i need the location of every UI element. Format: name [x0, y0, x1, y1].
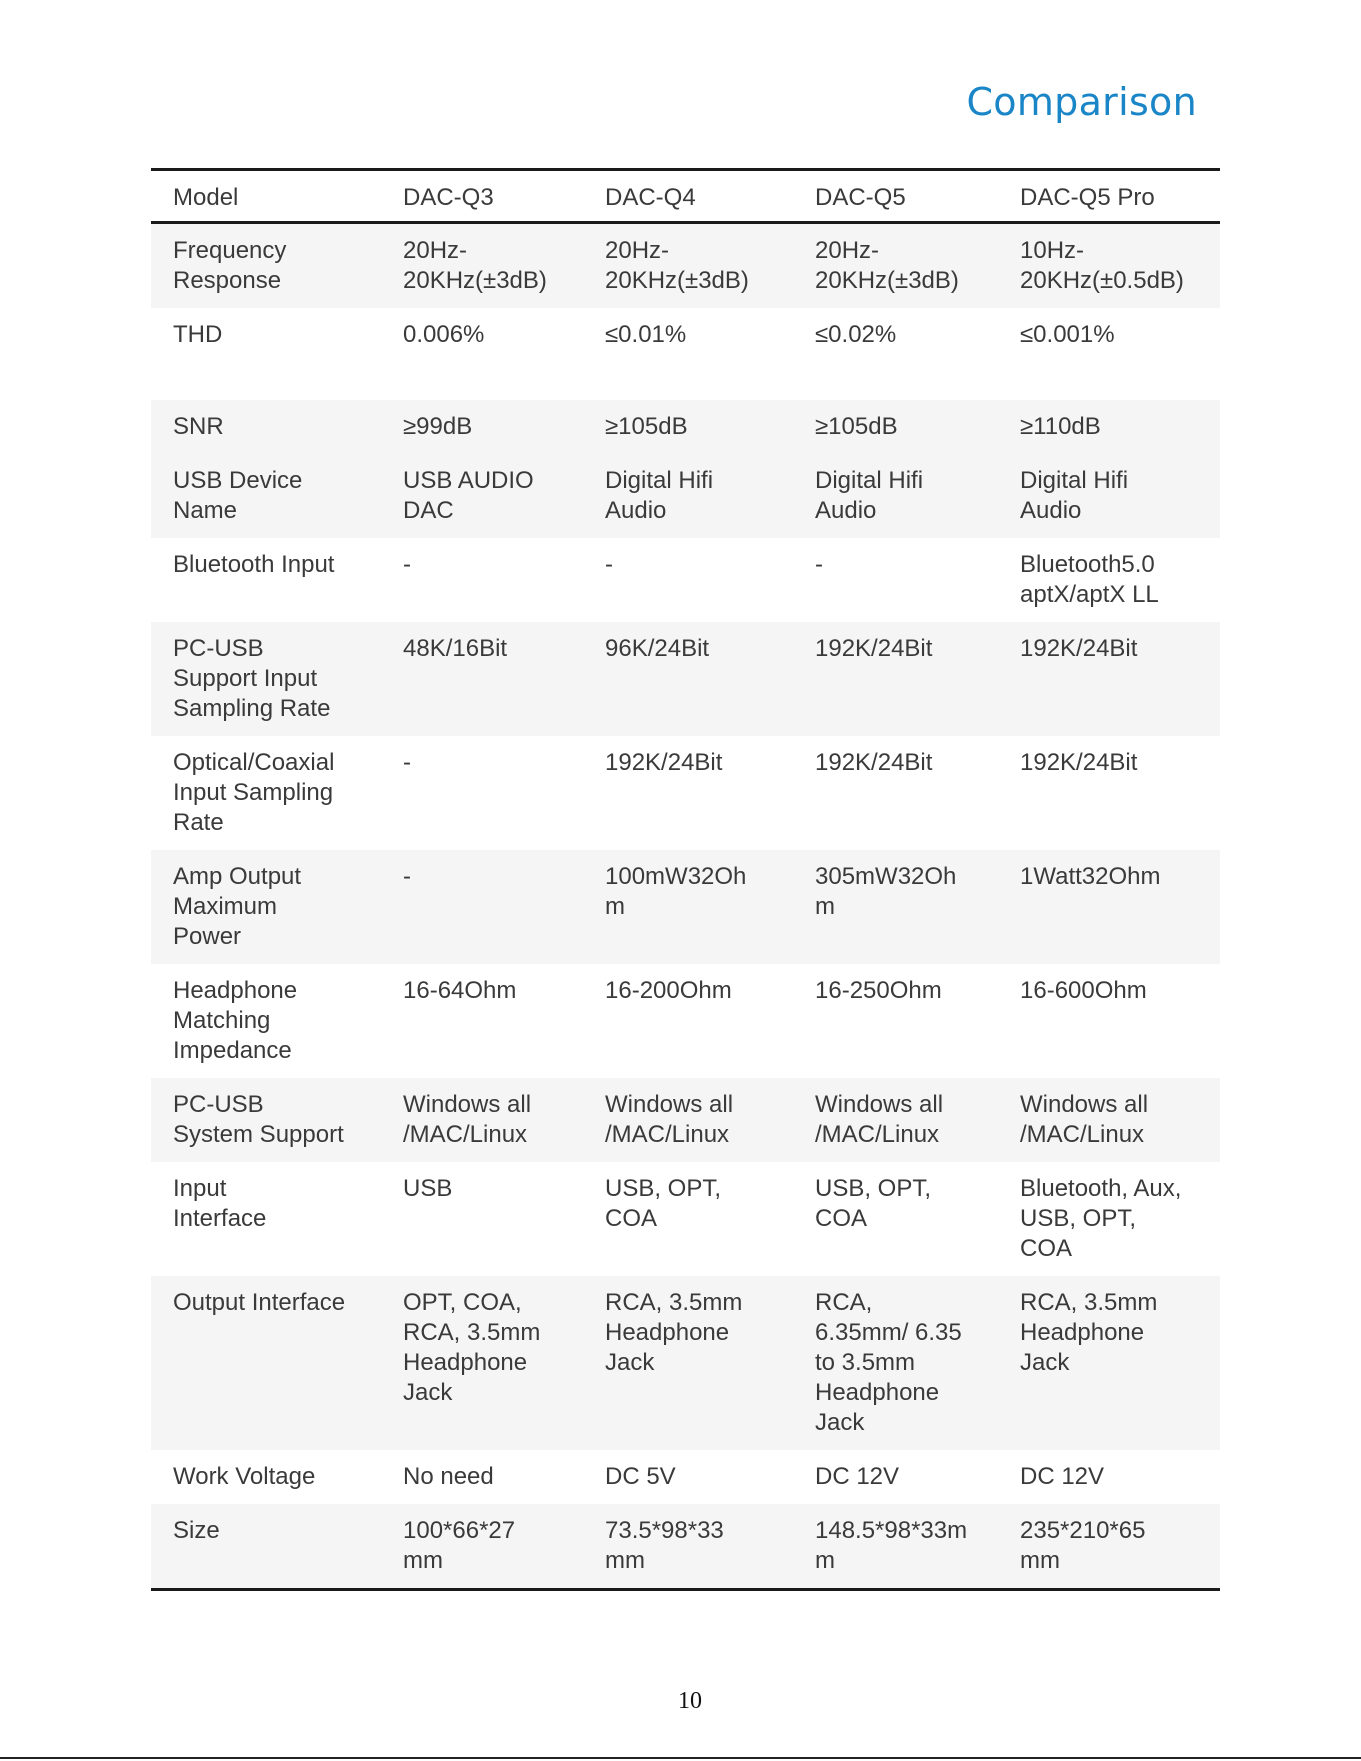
table-row [151, 538, 1220, 622]
table-cell: - [381, 538, 583, 622]
table-cell: USB, OPT, COA [583, 1162, 793, 1276]
table-cell: - [381, 850, 583, 964]
table-cell: ≥99dB [381, 400, 583, 454]
row-label: SNR [151, 400, 381, 454]
row-label: Headphone Matching Impedance [151, 964, 381, 1078]
header-dac-q5-pro: DAC-Q5 Pro [998, 170, 1220, 223]
table-cell: RCA, 6.35mm/ 6.35 to 3.5mm Headphone Jack [793, 1276, 998, 1450]
table-row [151, 223, 1220, 309]
table-cell: Digital Hifi Audio [998, 454, 1220, 538]
table-row [151, 850, 1220, 964]
table-row [151, 1276, 1220, 1450]
table-cell: - [381, 736, 583, 850]
table-cell: 73.5*98*33 mm [583, 1504, 793, 1590]
comparison-table-container [151, 168, 1220, 1591]
table-cell: 192K/24Bit [998, 622, 1220, 736]
row-label: PC-USB System Support [151, 1078, 381, 1162]
table-cell: 235*210*65 mm [998, 1504, 1220, 1590]
table-cell: 192K/24Bit [583, 736, 793, 850]
comparison-table [151, 168, 1220, 1591]
table-row [151, 622, 1220, 736]
table-cell: 10Hz- 20KHz(±0.5dB) [998, 223, 1220, 309]
table-row [151, 454, 1220, 538]
table-cell: 20Hz- 20KHz(±3dB) [381, 223, 583, 309]
table-cell: DC 5V [583, 1450, 793, 1504]
table-cell: USB [381, 1162, 583, 1276]
table-cell: ≤0.01% [583, 308, 793, 400]
row-label: Frequency Response [151, 223, 381, 309]
row-label: Optical/Coaxial Input Sampling Rate [151, 736, 381, 850]
table-cell: DC 12V [998, 1450, 1220, 1504]
table-cell: Windows all /MAC/Linux [381, 1078, 583, 1162]
table-cell: OPT, COA, RCA, 3.5mm Headphone Jack [381, 1276, 583, 1450]
table-cell: Windows all /MAC/Linux [998, 1078, 1220, 1162]
table-cell: 192K/24Bit [793, 622, 998, 736]
table-row [151, 736, 1220, 850]
table-cell: Windows all /MAC/Linux [583, 1078, 793, 1162]
table-cell: 16-250Ohm [793, 964, 998, 1078]
row-label: Bluetooth Input [151, 538, 381, 622]
header-dac-q4: DAC-Q4 [583, 170, 793, 223]
table-cell: 16-600Ohm [998, 964, 1220, 1078]
table-row [151, 1450, 1220, 1504]
table-cell: - [793, 538, 998, 622]
table-cell: 0.006% [381, 308, 583, 400]
table-cell: 20Hz- 20KHz(±3dB) [793, 223, 998, 309]
table-cell: 16-64Ohm [381, 964, 583, 1078]
table-cell: USB, OPT, COA [793, 1162, 998, 1276]
table-row [151, 1078, 1220, 1162]
table-cell: 16-200Ohm [583, 964, 793, 1078]
table-cell: 20Hz- 20KHz(±3dB) [583, 223, 793, 309]
table-cell: 48K/16Bit [381, 622, 583, 736]
table-row [151, 308, 1220, 400]
table-cell: 192K/24Bit [998, 736, 1220, 850]
table-cell: Bluetooth5.0 aptX/aptX LL [998, 538, 1220, 622]
bottom-rule [0, 1757, 1361, 1759]
table-cell: Digital Hifi Audio [793, 454, 998, 538]
row-label: PC-USB Support Input Sampling Rate [151, 622, 381, 736]
table-row [151, 400, 1220, 454]
table-cell: 148.5*98*33m m [793, 1504, 998, 1590]
row-label: THD [151, 308, 381, 400]
table-cell: RCA, 3.5mm Headphone Jack [998, 1276, 1220, 1450]
table-header-row [151, 170, 1220, 223]
table-row [151, 1504, 1220, 1590]
table-cell: ≥110dB [998, 400, 1220, 454]
table-cell: Bluetooth, Aux, USB, OPT, COA [998, 1162, 1220, 1276]
table-cell: 96K/24Bit [583, 622, 793, 736]
header-model: Model [151, 170, 381, 223]
table-cell: Windows all /MAC/Linux [793, 1078, 998, 1162]
table-cell: ≤0.001% [998, 308, 1220, 400]
table-cell: DC 12V [793, 1450, 998, 1504]
row-label: Amp Output Maximum Power [151, 850, 381, 964]
table-cell: 100mW32Oh m [583, 850, 793, 964]
page-title: Comparison [966, 80, 1197, 124]
table-cell: ≥105dB [583, 400, 793, 454]
table-cell: 305mW32Oh m [793, 850, 998, 964]
table-cell: - [583, 538, 793, 622]
table-body [151, 223, 1220, 1590]
table-cell: 192K/24Bit [793, 736, 998, 850]
row-label: Input Interface [151, 1162, 381, 1276]
table-cell: ≤0.02% [793, 308, 998, 400]
table-cell: No need [381, 1450, 583, 1504]
row-label: Work Voltage [151, 1450, 381, 1504]
header-dac-q3: DAC-Q3 [381, 170, 583, 223]
row-label: USB Device Name [151, 454, 381, 538]
table-row [151, 1162, 1220, 1276]
table-cell: 100*66*27 mm [381, 1504, 583, 1590]
header-dac-q5: DAC-Q5 [793, 170, 998, 223]
table-cell: ≥105dB [793, 400, 998, 454]
table-cell: RCA, 3.5mm Headphone Jack [583, 1276, 793, 1450]
table-cell: USB AUDIO DAC [381, 454, 583, 538]
table-cell: Digital Hifi Audio [583, 454, 793, 538]
row-label: Output Interface [151, 1276, 381, 1450]
page-number: 10 [678, 1688, 702, 1714]
table-cell: 1Watt32Ohm [998, 850, 1220, 964]
row-label: Size [151, 1504, 381, 1590]
table-row [151, 964, 1220, 1078]
